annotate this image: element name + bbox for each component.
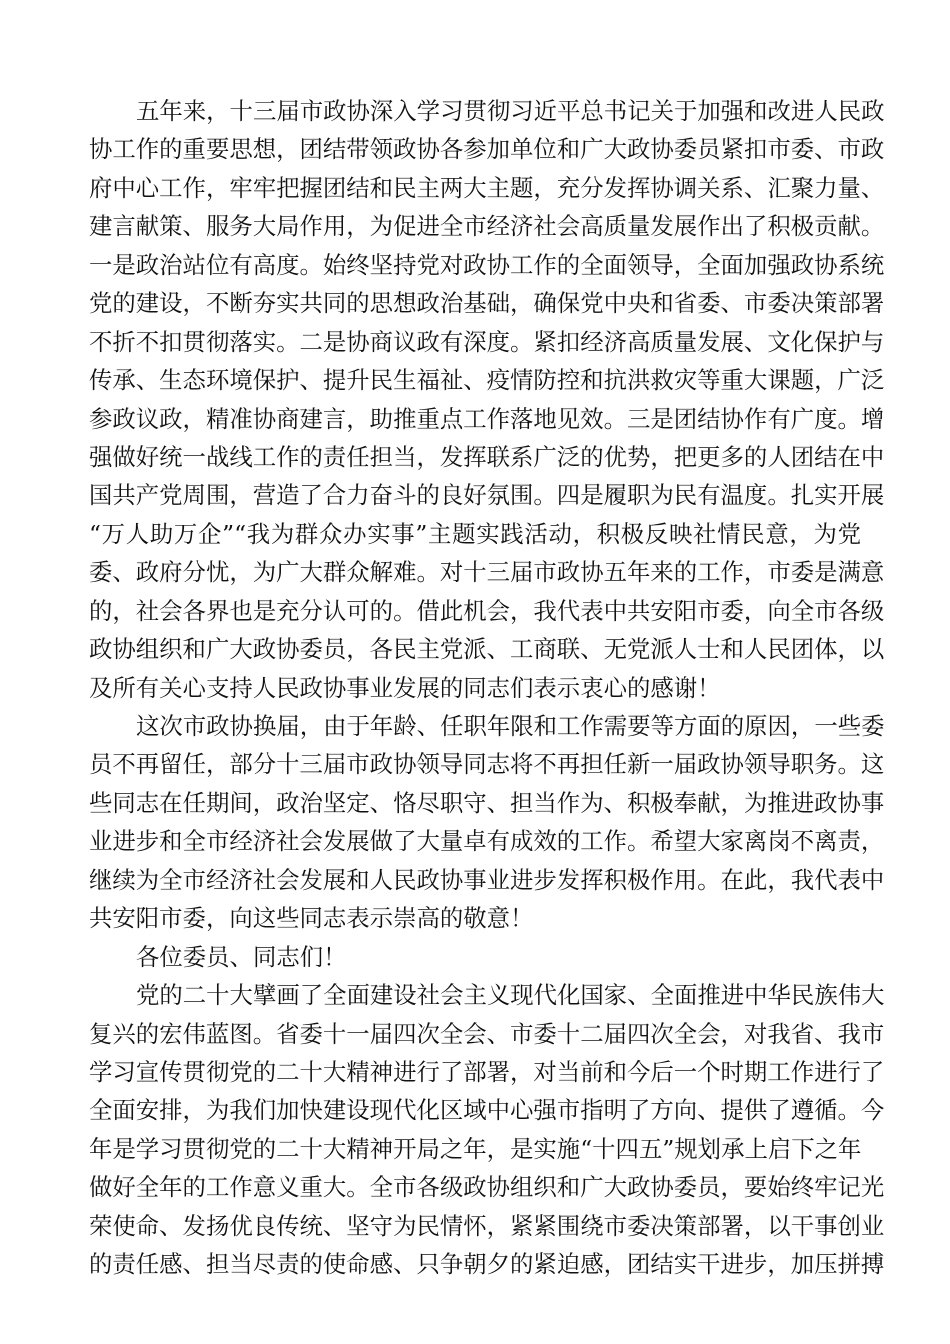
document-body (89, 92, 885, 1284)
text-line: 年是学习贯彻党的二十大精神开局之年，是实施“十四五”规划承上启下之年 (89, 1134, 862, 1163)
text-line: 这次市政协换届，由于年龄、任职年限和工作需要等方面的原因，一些委 (136, 712, 885, 740)
text-line: 员不再留任，部分十三届市政协领导同志将不再担任新一届政协领导职务。这 (89, 750, 885, 779)
paragraph-4 (89, 976, 885, 1284)
paragraph-3 (89, 938, 861, 976)
paragraph-1 (89, 92, 885, 707)
text-line: 共安阳市委，向这些同志表示崇高的敬意！ (89, 904, 534, 933)
text-line: 做好全年的工作意义重大。全市各级政协组织和广大政协委员，要始终牢记光 (89, 1173, 885, 1202)
text-line: 国共产党周围，营造了合力奋斗的良好氛围。四是履职为民有温度。扎实开展 (89, 481, 885, 510)
text-line: 协工作的重要思想，团结带领政协各参加单位和广大政协委员紧扣市委、市政 (89, 135, 885, 164)
text-line: 继续为全市经济社会发展和人民政协事业进步发挥积极作用。在此，我代表中 (89, 865, 885, 894)
text-line: 业进步和全市经济社会发展做了大量卓有成效的工作。希望大家离岗不离责， (89, 827, 885, 856)
text-line: 党的建设，不断夯实共同的思想政治基础，确保党中央和省委、市委决策部署 (89, 289, 885, 318)
text-line: 各位委员、同志们！ (136, 942, 347, 971)
text-line: 党的二十大擘画了全面建设社会主义现代化国家、全面推进中华民族伟大 (136, 981, 885, 1010)
text-line: 强做好统一战线工作的责任担当，发挥联系广泛的优势，把更多的人团结在中 (89, 442, 885, 471)
text-line: 一是政治站位有高度。始终坚持党对政协工作的全面领导，全面加强政协系统 (89, 250, 885, 279)
text-line: 些同志在任期间，政治坚定、恪尽职守、担当作为、积极奉献，为推进政协事 (89, 788, 885, 817)
text-line: 五年来，十三届市政协深入学习贯彻习近平总书记关于加强和改进人民政 (136, 97, 885, 125)
text-line: “万人助万企”“我为群众办实事”主题实践活动，积极反映社情民意，为党 (89, 519, 861, 548)
text-line: 荣使命、发扬优良传统、坚守为民情怀，紧紧围绕市委决策部署，以干事创业 (89, 1211, 885, 1240)
text-line: 府中心工作，牢牢把握团结和民主两大主题，充分发挥协调关系、汇聚力量、 (89, 173, 885, 202)
text-line: 委、政府分忧，为广大群众解难。对十三届市政协五年来的工作，市委是满意 (89, 558, 885, 587)
text-line: 全面安排，为我们加快建设现代化区域中心强市指明了方向、提供了遵循。今 (89, 1096, 885, 1125)
text-line: 学习宣传贯彻党的二十大精神进行了部署，对当前和今后一个时期工作进行了 (89, 1057, 885, 1086)
paragraph-2 (89, 707, 885, 938)
text-line: 复兴的宏伟蓝图。省委十一届四次全会、市委十二届四次全会，对我省、我市 (89, 1019, 885, 1048)
text-line: 参政议政，精准协商建言，助推重点工作落地见效。三是团结协作有广度。增 (89, 404, 885, 433)
text-line: 的，社会各界也是充分认可的。借此机会，我代表中共安阳市委，向全市各级 (89, 596, 885, 625)
text-line: 传承、生态环境保护、提升民生福祉、疫情防控和抗洪救灾等重大课题，广泛 (89, 366, 885, 395)
text-line: 建言献策、服务大局作用，为促进全市经济社会高质量发展作出了积极贡献。 (89, 212, 885, 241)
text-line: 的责任感、担当尽责的使命感、只争朝夕的紧迫感，团结实干进步，加压拼搏 (89, 1250, 885, 1279)
text-line: 政协组织和广大政协委员，各民主党派、工商联、无党派人士和人民团体，以 (89, 635, 885, 664)
text-line: 及所有关心支持人民政协事业发展的同志们表示衷心的感谢！ (89, 673, 721, 702)
text-line: 不折不扣贯彻落实。二是协商议政有深度。紧扣经济高质量发展、文化保护与 (89, 327, 885, 356)
